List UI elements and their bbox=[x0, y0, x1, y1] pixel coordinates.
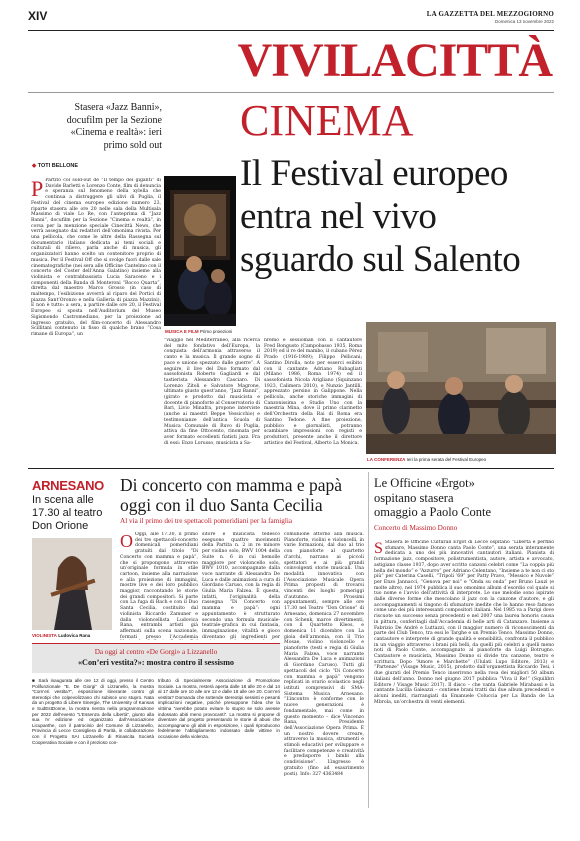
photo1-caption: MUSICA E FILM Primo proiezioni bbox=[165, 329, 233, 334]
officine-subhead: Concerto di Massimo Donno bbox=[374, 524, 458, 532]
photo2-caption: LA CONFERENZA Ieri la prima serata del Festival Europeo bbox=[367, 457, 487, 462]
cinema-col-1: P Partito col sold-out de “Il tempo dei giganti” di Davide Barletti e Lorenzo Conte, film di denuncia e speranza sul fenomeno della xylella che continua a distruggere gli ulivi di Puglia, il Festival del cinema europeo edizione numero 23, riparte stasera alle ore 20 nelle sala della Multisala Massimo di viale Lo Re, con l’anteprima di “Jazz Banni”, docufilm per la Sezione “Cinema e realtà”, in corsa per la menzione speciale Cinecittà News, che verrà assegnato dai redattori dell’omonima rivista. Per una pellicola, che come le altre della Rassegna sul documentario italiano dedicata ai temi sociali e culturali di rilievo, parla anche di musica, gli organizzatori hanno scelto un contenitore proprio di musica. Per il Festival Off che si svolge fuori dalle sale cinematografiche (nei sera alle Officine Cantelmo con il concerto del Coster dell’Anna Galatino) insieme alla violinista e contrabbassista Lucia Saraceno e i componenti della Banda di Monteroni “Rocco Quarta”, diretta dal maestro Marco Grosso (in caso di maltempo, l’esibizione avverrà al riparo del Portici di piazza Sant’Oronzo e nella Galleria di piazza Mazzini). E non è tutto: a sera, a partire dalle ore 20, il Festival Europeo si sposta nell’Auditorium del Museo Sigismondo Castromediano, per la proiezione ad ingresso gratuito, del film-concerto di Alessandro Scillitani contenuto in fisso di qualche brano “Cosa rimane di Europa”, un bbox=[31, 178, 161, 337]
arnesano-town: ARNESANO bbox=[32, 478, 104, 493]
dropcap-p: P bbox=[31, 178, 44, 201]
section-title: VIVILACITTÀ bbox=[237, 34, 552, 87]
officine-body: S Stasera le Officine Culturali Ergot di Lecce ospitano “Libertà e perfino sfumare, Massimo Donno canta Paolo Conte”, una serata interamente dedicata a uno dei più innovativi cantautori italiani. Pianista di formazione jazz, compositore, polistrumentista, autore, artista e avvocato, astigiano classe 1937, dopo aver scritto canzoni celebri come “La coppia più bella del mondo” e “Azzurro” per Adriano Celentano, “Insieme a te non ci sto più” per Caterina Caselli, “Tripoli ’69” per Patty Pravo, “Messico e Nuvole” per Enzo Jannacci, “Genova per noi” e “Onda su onda” per Bruno Lauzi (e molte altre), nel 1974 pubblica il suo omonimo album d’esordio col quale si tuo nome e l’avvio dell’attività di interprete. Le sue melodie sono ispirate dalle diverse forme che mescolano il jazz con la canzone d’autore, e gli accompagnamenti si tingono di sfumature inedite che lo hanno reso famoso come uno dei più interessanti compositori italiani. Nel 1985 va a Parigi dove riscuote un successo senza precedenti e nel 2007 una laurea honoris causa in pittura, conferitagli dall’Accademia di belle arti di Catanzaro. Insieme a Fabrizio De André e Luttazzi, con il maggior numero di riconoscimenti da parte del Club Tenco, tra essi le Targhe e un Premio Tenco. Massimo Donno, cantautore e interprete di grande qualità e sensibilità, confronta il pubblico in un viaggio attraverso i brani più belli, da quelli più celebri a quelli meno noti di Paolo Conte, accompagnato al pianoforte da Luigi Botrugno. Cantautore e musicista, Massimo Donno si divide tra canzone, teatro e scrittura. Dopo “Amore e Marchette” (Ululati Lupo Editore, 2013) e “Partenze” (Visage Music, 2015), prodotto dall’organettista Riccardo Tesi, i due giurati del Premio Tenco inserirono nella rosa dei migliori 50 album italiani dell’anno. Donno nel giugno 2017 pubblica “Viva il Re!” (Squilibri Editore / Visage Music 2017). Il disco – che vanta Gabriele Mirabassi e la cantante Lucilla Galeazzi – contiene brani tratti dai due album precedenti e alcuni inediti, riarrangiati da Emanuele Coluccia per La Banda de La Mbrola, un’orchestra di venti elementi. bbox=[374, 540, 554, 705]
byline: ◆ TOTI BELLONE bbox=[32, 163, 78, 169]
column-divider bbox=[368, 472, 369, 808]
photo-conference bbox=[366, 322, 556, 454]
de-gorgi-kicker: Da oggi al centro «De Gorgi» a Lizzanello bbox=[94, 648, 218, 656]
arnesano-col-3: comunione attorno alla musica. Pianoforte, violini e violoncelli, in varie formazioni, dal duo al trio con pianoforte al quartetto d’archi, narrano ai piccoli spettatori e ai più grandi coinvolgenti storie musicali. Una modalità innovativa con l’Associazione Musicale Opera Prima proposti di trovarsi vincenti dei luoghi pomeriggi d’autunno. Prossimi appuntamenti, sempre alle ore 17.30 nel Teatro “Don Orione” di Arnesano, domenica 27 novembre con Schenk, marce divertimenti, con il Quartetto Kleos, e domenica 11 dicembre con La gioia dell’armonia, con il Trio Mosae, violino violoncello e pianoforte (testi e regia di Giulia Maria Falzea, voce narrante Alessandra De Luca e animazioni di Giordano Caruso). Tutti gli spettacoli del ciclo “Di Concerto con mamma e papà” vengono replicati in orario scolastico negli istituti comprensivi di SMA-Sistema Musica Arnesano. “L’incontro è conforme con le nuove generazioni è fondamentale, mai come in questo momento – dice Vincenzo Rana, Presidente dell’Associazione Opera Prima. È un nostro dovere creare, attraverso la musica, strumenti e stimoli educativi per sviluppare e facilitare competenze e creatività e predisporre i bimbi alla condivisione”. L’ingresso è gratuito (fino ad esaurimento posti). Info: 327 4363484 bbox=[284, 532, 364, 777]
photo-film-screening bbox=[164, 176, 236, 326]
page-number: XIV bbox=[28, 9, 48, 23]
de-gorgi-title: «Con’eri vestita?»: mostra contro il sessismo bbox=[77, 658, 235, 667]
officine-headline: Le Officine «Ergot» ospitano stasera omaggio a Paolo Conte bbox=[374, 476, 491, 519]
brand-name: LA GAZZETTA DEL MEZZOGIORNO bbox=[426, 10, 554, 18]
de-gorgi-bar bbox=[32, 643, 280, 673]
byline-mark: ◆ bbox=[32, 163, 38, 169]
dropcap-o: O bbox=[120, 532, 133, 551]
violinist-caption: VIOLINISTA Ludovica Rana bbox=[32, 633, 91, 638]
issue-date: Domenica 13 novembre 2022 bbox=[494, 19, 554, 24]
cinema-col-3: nremo e sessioman con il cantautore Fred Bongusto (Campobasso 1935, Roma 2019) ed il re del mambo, il cubano Pérez Prado (1916-1989); Filippo Pellicani; Santino Dirolla, noto per esserci esibito con il cantante Adriano Rubagliati (Milano 1986, Roma 1974) ed il sassofonista Nicola Arigliano (Squinzano 1923, Calimera 2010), e Nunzio Jantilli, apprezzato persino in Galippone. Nella pellicola, anche storiche immagini di Canzonissima e Studio Uno con la maestria Mina, dove il primo clarinetto dell’Orchestra della Rai di Roma era Santino Tedone. A fine proiezione, pubblico e giornalisti, potranno scambiare impressioni con registi e produttori, presente anche il direttore artistico del Festival, Alberto La Monica. bbox=[264, 338, 362, 446]
arnesano-info: In scena alle 17.30 al teatro Don Orione bbox=[32, 494, 103, 532]
arnesano-col-2: sitore e musicista tedesco eseguono quattro movimenti della Partita n. 2 in re minore per violino solo, BWV 1004 della Suite n. 6 in cui bemolle maggiore per violoncello solo, BWV 1010, accompagnate dalla voce narrante di Alessandra De Luca e dalle animazioni a cura di Giordano Caruso, con la regia di Giulia Maria Falzea. È questa, infatti, l’originalità della rassegna “Di Concerto con mamma e papà”: ogni appuntamento è strutturato secondo una formula musicale-teatrale-grafica in cui fantasia, immaginazione, vitalità e gioco diventano gli ingredienti per bbox=[202, 532, 280, 640]
arnesano-col-1: O Oggi, alle 17.30, il primo dei tre spettacoli-concerto domenicali pomeridiani gratuiti dal titolo “Di Concerto con mamma e papà”, che si propongono attraverso un’originale formula in stile cartoon, insieme alla narrazione e alla proiezione di immagini, mostre live e dei loro pubblico maggior, raccontando le storie dei grandi compositori. Si parte con La fuga di Bach e con il Duo Santa Cecilia, costituito dal violinista Riccardo Zamuner e dalla violoncellista Ludovica Rana, entrambi artisti già affermati sulla scena nazionale, formati presso l’Accademia bbox=[120, 532, 198, 640]
photo-violinist bbox=[32, 538, 112, 630]
dropcap-s: S bbox=[374, 540, 383, 557]
sidebar-kicker: Stasera «Jazz Banni», docufilm per la Sezione «Cinema e realtà»: ieri primo sold out bbox=[66, 102, 162, 151]
cinema-headline: Il Festival europeo entra nel vivo sguardo sul Salento bbox=[240, 153, 521, 280]
arnesano-headline: Di concerto con mamma e papà oggi con il duo Santa Cecilia bbox=[120, 475, 343, 515]
de-gorgi-col-2: tributo di Specialmente Associazione di Promozione Sociale. La mostra, resterà aperta dalle 18 alle 20 e dal 14 al 17 dalle ore 10 alle ore 12 e dalle 18 alle ore 20. Com’eri vestita? Domanda che sottende stereotipi sessisti e pesanti implicazioni negative, poiché presuppone l’idea che la vittima “avrebbe potuto evitare lo stupro se solo avesse indossato abiti meno provocanti”. La mostra si propone di diventare dal progetto presentando le storie di abusi che accompagnano gli abiti in esposizione, i quali riproducono fedelmente l’abbigliamento indossato dalle vittime in occasione della violenza. bbox=[158, 678, 280, 739]
cinema-col-2: “viaggio nel Mediterraneo, alla ricerca del mito fondativo dell’Europa, la conquista dell’armonia attraverso il canto e la musica. Il grande sogno di pace e unione spezzato dalle guerre”. A seguire, il live del Duo formato dal sassofonista Roberto Gagliardi e dal tastierista Alessandro Casciaro. Di Lorenzo Zitoli e Salvatore Magrone, ultimato giusto quest’anno, “Jazz Banni”, (girato e prodotto dal musicista e docente di pianoforte al Conservatorio di Bari, Livio Minafra, propone interviste (anche ai maestri Beppe Vessicchio) e testimonianze dell’antica Scuola di Musica Comunale di Ruvo di Puglia, attiva da fine Ottocento, rinomata per aver formato eccellenti fiatisti jazz. Fra di essi: Enzo Lorusso, musicista a Sa- bbox=[164, 338, 260, 446]
cinema-label: CINEMA bbox=[240, 96, 414, 145]
arnesano-subhead: Al via il primo dei tre spettacoli pomeridiani per la famiglia bbox=[120, 517, 293, 525]
de-gorgi-col-1: ■ Sarà inaugurata alle ore 12 di oggi, presso il Centro Polifunzionale “E. De Giorgi” di Lizzanello, la mostra “Com’eri vestita?”, esposizione itinerante contro gli stereotipi che colpevolizzano chi subisce uno stupro. Nata da un progetto di Libere Sinergie, The University of Kansas e SudEstDonne, la mostra rientra nella programmazione per 2022 dell’evento “L’Essenza della Libertà”, giunto alla sua IV edizione ed organizzato dall’Associazione Licupanthe, con il patrocinio del Comune di Lizzanello, Provincia di Lecce Consigliera di Parità, in collaborazione con il Progetto SAI Lizzanello di Rinascita Società Cooperativa Sociale e con il prezioso con- bbox=[32, 678, 154, 745]
